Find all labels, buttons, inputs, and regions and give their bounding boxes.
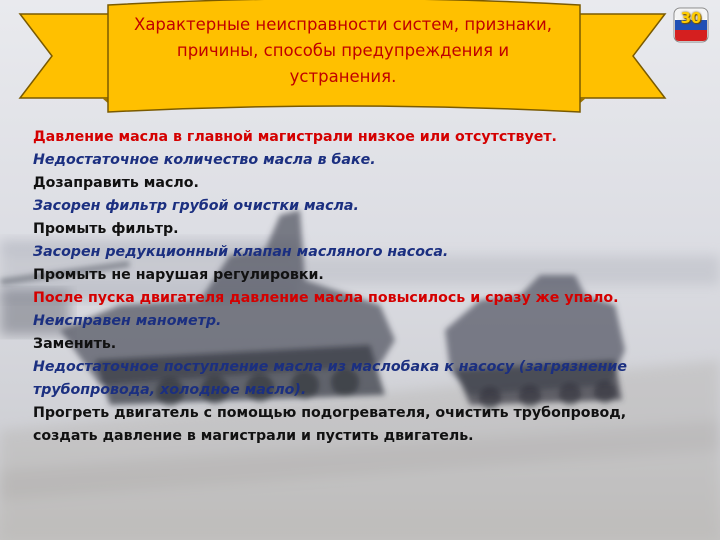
remedy-line: Прогреть двигатель с помощью подогревателя, очистить трубопровод, создать давление в магистрали и пустить двигатель. [33, 405, 627, 444]
remedy-line: Заменить. [33, 336, 117, 352]
content-list [33, 126, 688, 448]
cause-line: Недостаточное количество масла в баке. [33, 152, 376, 168]
remedy-line: Промыть не нарушая регулировки. [33, 267, 324, 283]
cause-line: Засорен фильтр грубой очистки масла. [33, 198, 359, 214]
banner-left-tail [20, 14, 116, 98]
slide-title: Характерные неисправности систем, признаки, причины, способы предупреждения и устранения. [134, 15, 552, 86]
symptom-line: После пуска двигателя давление масла повысилось и сразу же упало. [33, 290, 619, 306]
page-number: 30 [680, 9, 702, 27]
symptom-line: Давление масла в главной магистрали низкое или отсутствует. [33, 129, 557, 145]
remedy-line: Промыть фильтр. [33, 221, 179, 237]
remedy-line: Дозаправить масло. [33, 175, 199, 191]
cause-line: Засорен редукционный клапан масляного насоса. [33, 244, 449, 260]
banner-right-tail [572, 14, 665, 98]
cause-line: Неисправен манометр. [33, 313, 222, 329]
cause-line: Недостаточное поступление масла из маслобака к насосу (загрязнение трубопровода, холодное масло). [33, 359, 627, 398]
